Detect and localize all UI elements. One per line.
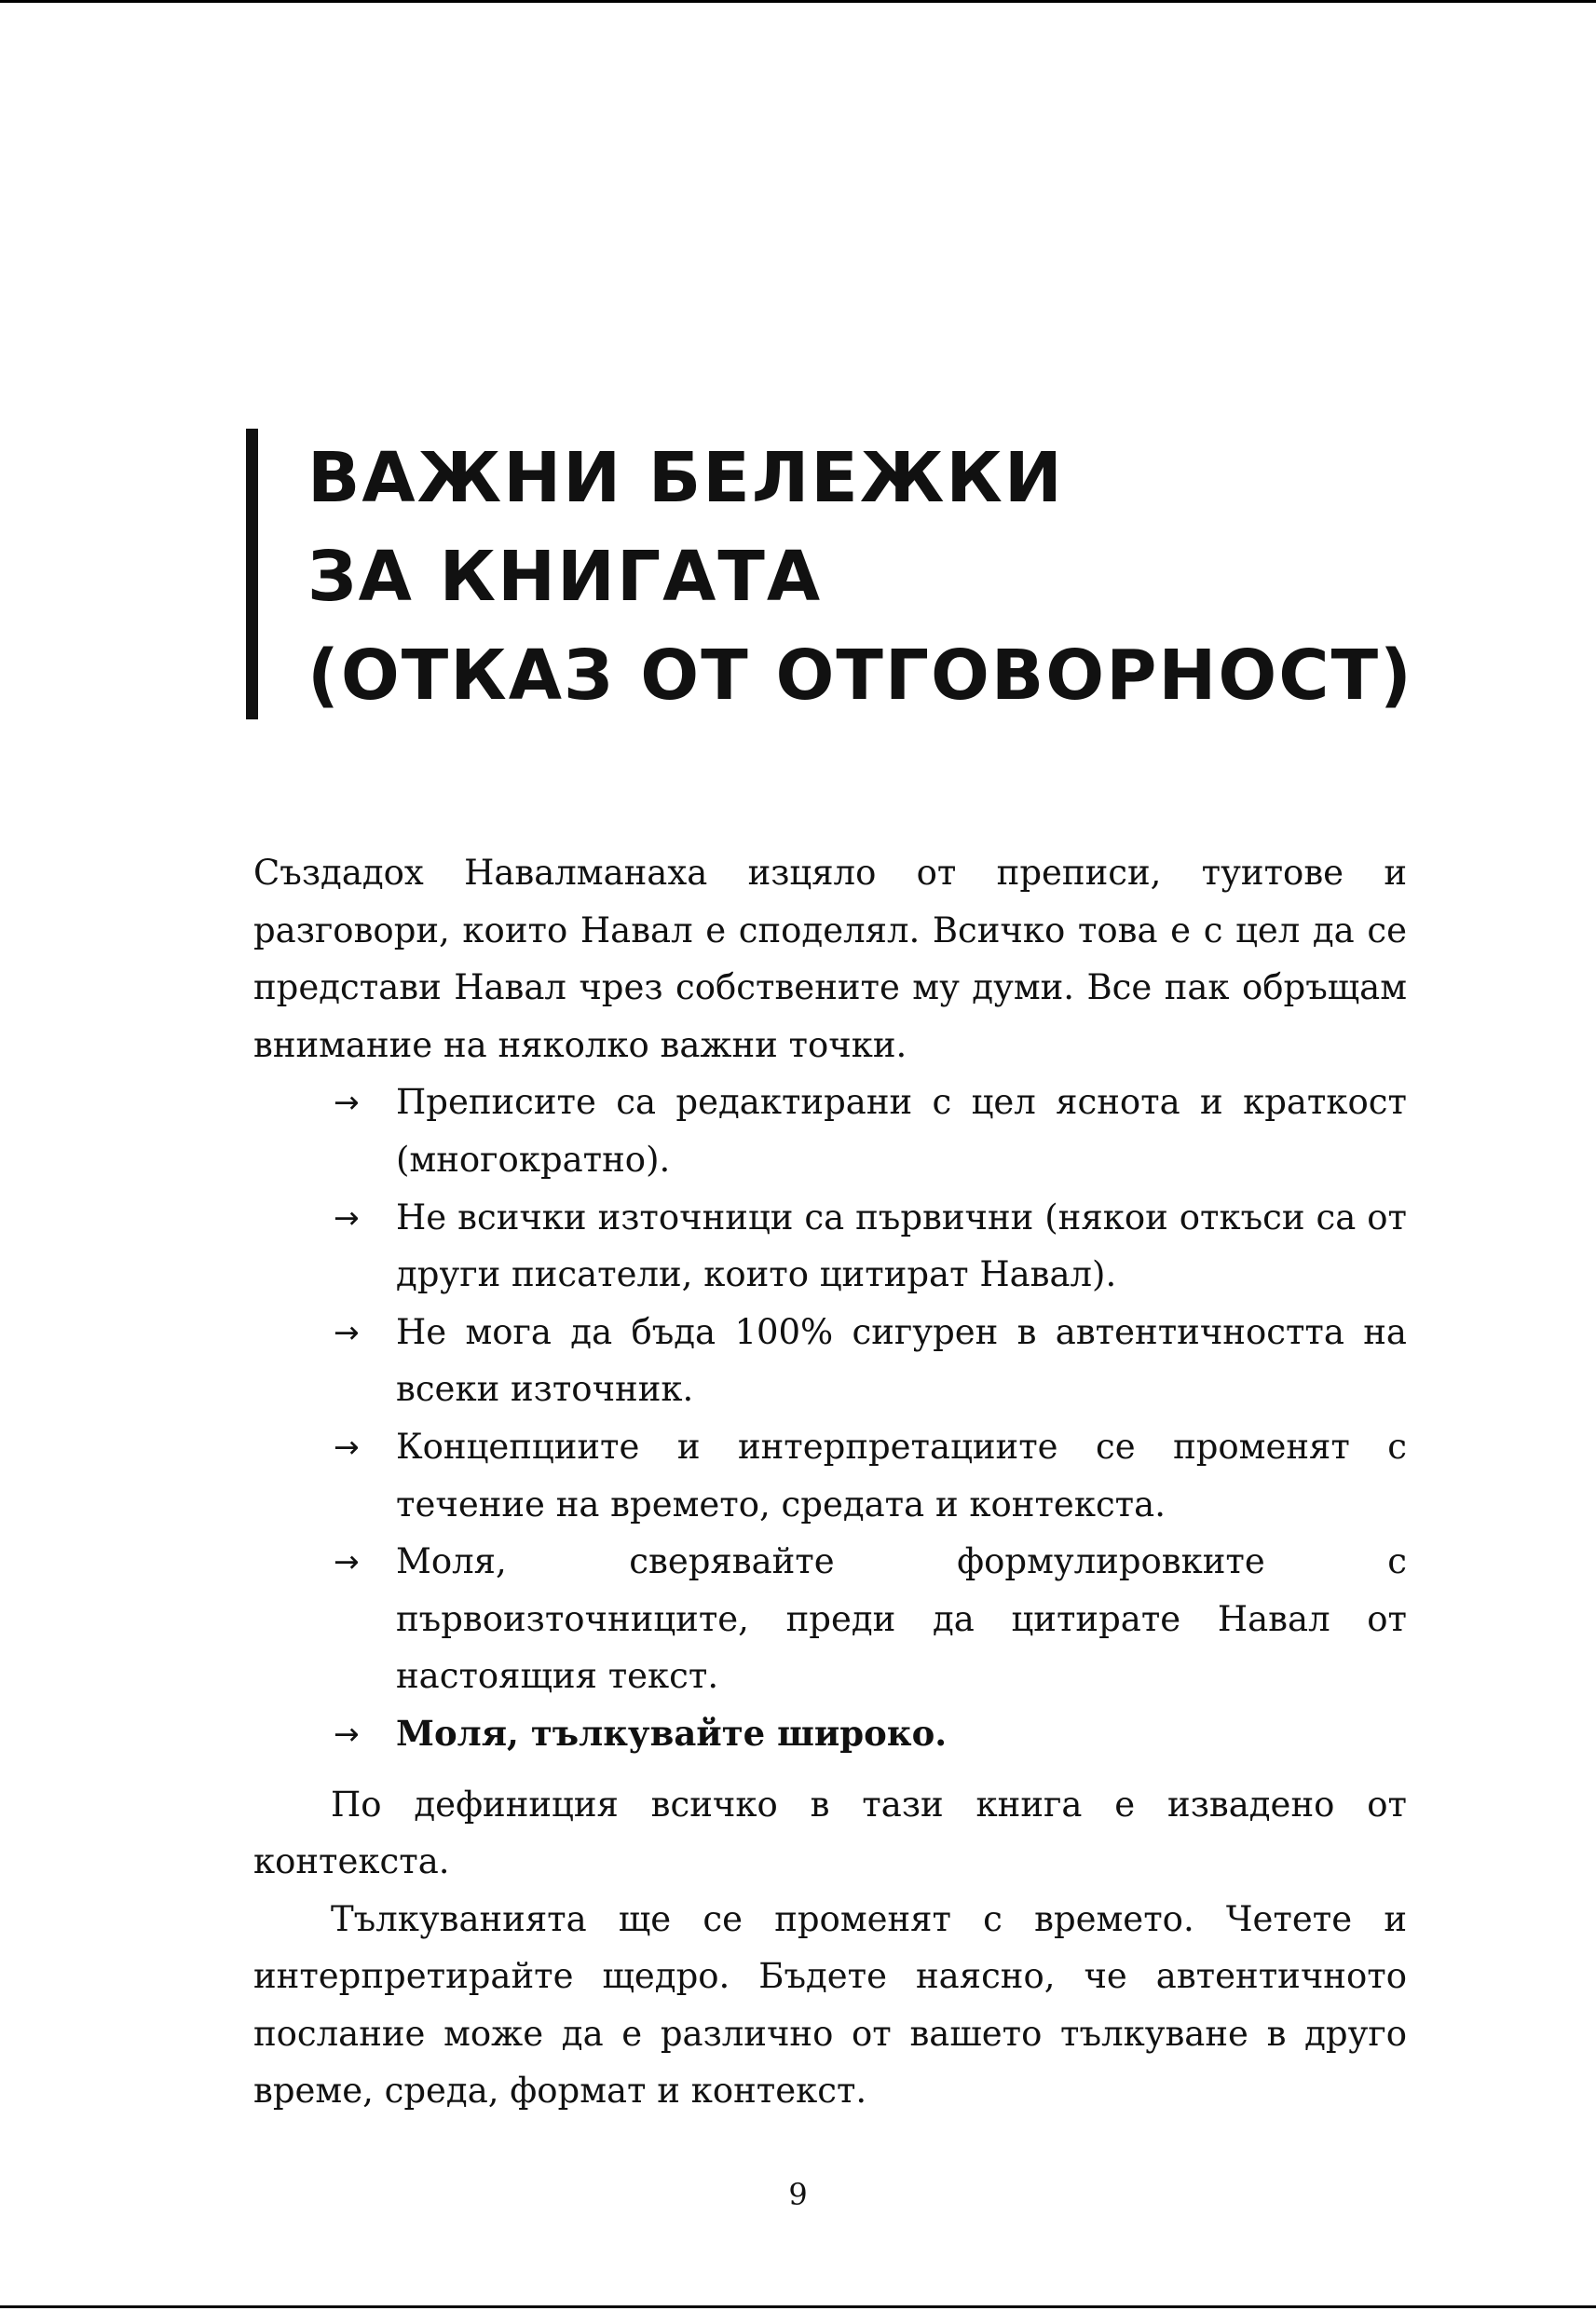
body-paragraph: По дефиниция всичко в тази книга е извадено от контекста. — [253, 1784, 1407, 1882]
arrow-right-icon: → — [334, 1313, 360, 1350]
intro-paragraph: Създадох Навалманаха изцяло от преписи, туитове и разговори, които Навал е споделял. Всичко това е с цел да се представи Навал чрез собствените му думи. Все пак обръщам внимание на няколко важни точки. — [253, 853, 1407, 1065]
page-number: 9 — [788, 2177, 808, 2212]
body-paragraph: Тълкуванията ще се променят с времето. Четете и интерпретирайте щедро. Бъдете наясно, че автентичното послание може да е различно от вашето тълкуване в друго време, среда, формат и контекст. — [253, 1898, 1407, 2112]
chapter-heading-block — [246, 429, 1457, 719]
arrow-right-icon: → — [334, 1428, 360, 1465]
list-item-text: Не мога да бъда 100% сигурен в автентичността на всеки източник. — [396, 1311, 1407, 1410]
bottom-border-line — [0, 2305, 1596, 2308]
list-item — [334, 1189, 1407, 1304]
list-item-text: Преписите са редактирани с цел яснота и краткост (многократно). — [396, 1082, 1407, 1180]
list-item — [334, 1073, 1407, 1188]
list-item-emphasis — [334, 1705, 1407, 1763]
body-text — [253, 844, 1407, 2120]
disclaimer-list — [253, 1073, 1407, 1762]
list-item-text: Концепциите и интерпретациите се променят с течение на времето, средата и контекста. — [396, 1426, 1407, 1525]
list-item — [334, 1304, 1407, 1418]
list-item-text: Моля, сверявайте формулировките с първоизточниците, преди да цитирате Навал от настоящия текст. — [396, 1541, 1407, 1697]
chapter-title-line-1: ВАЖНИ БЕЛЕЖКИ — [307, 438, 1064, 518]
chapter-title — [307, 429, 1413, 725]
list-item-text: Не всички източници са първични (някои откъси са от други писатели, които цитират Навал). — [396, 1197, 1407, 1295]
arrow-right-icon: → — [334, 1543, 360, 1580]
list-item — [334, 1418, 1407, 1533]
arrow-right-icon: → — [334, 1715, 360, 1752]
arrow-right-icon: → — [334, 1198, 360, 1236]
top-border-line — [0, 0, 1596, 3]
chapter-title-line-2: ЗА КНИГАТА — [307, 537, 823, 617]
list-item-text: Моля, тълкувайте широко. — [396, 1712, 948, 1754]
arrow-right-icon: → — [334, 1084, 360, 1121]
chapter-title-line-3: (ОТКАЗ ОТ ОТГОВОРНОСТ) — [307, 636, 1413, 716]
heading-accent-bar — [246, 429, 258, 719]
list-item — [334, 1533, 1407, 1705]
